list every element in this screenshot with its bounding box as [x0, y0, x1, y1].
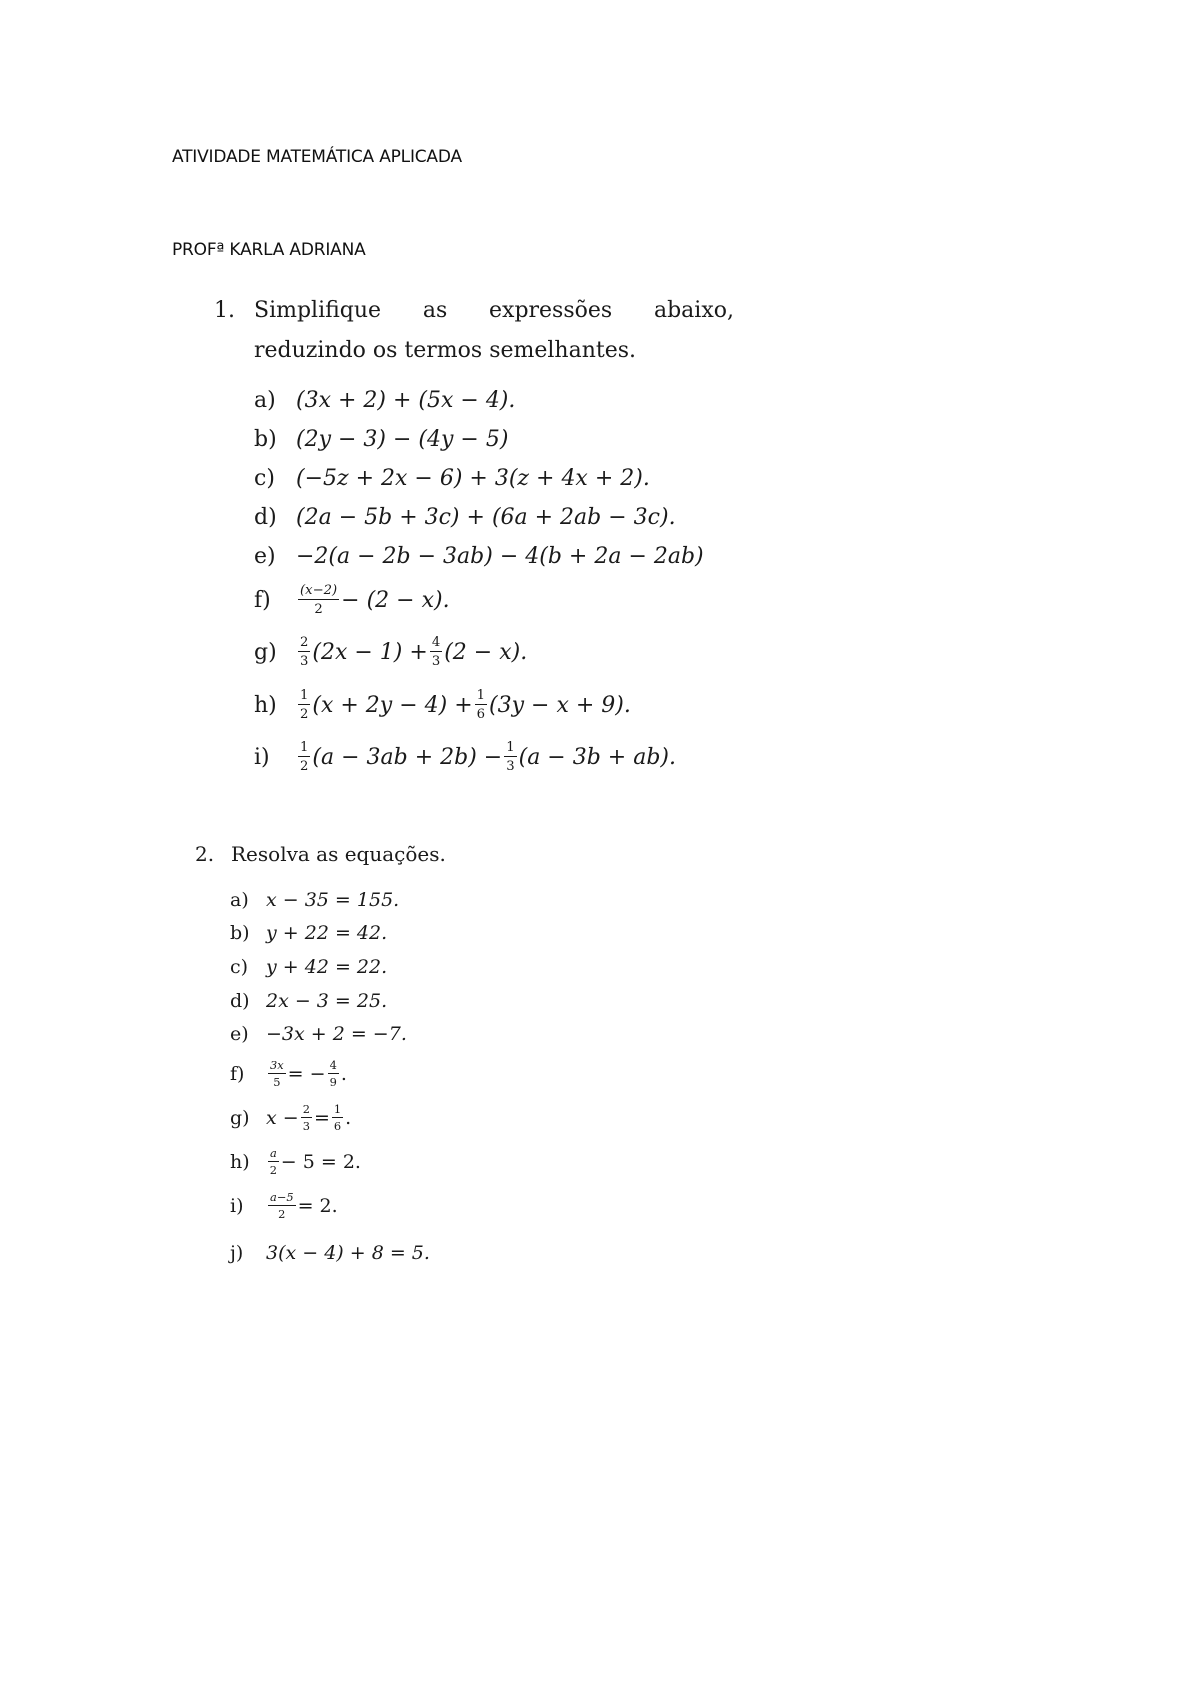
- fraction: [298, 636, 310, 668]
- fraction-denominator: 2: [300, 707, 309, 723]
- item-label: d): [230, 990, 250, 1012]
- fraction: [268, 1192, 296, 1221]
- fraction: [298, 689, 310, 721]
- q2-item-g: [230, 1104, 351, 1133]
- fraction-numerator: (x−2): [298, 584, 339, 600]
- teacher-name: PROFª KARLA ADRIANA: [172, 240, 366, 260]
- item-label: c): [230, 956, 249, 978]
- q2-item-i: [230, 1192, 338, 1221]
- item-label: a): [254, 388, 276, 413]
- q1-item-e: [254, 544, 704, 569]
- fraction-denominator: 5: [273, 1075, 281, 1090]
- item-expression: −3x + 2 = −7.: [266, 1023, 407, 1045]
- item-expression: (a − 3b + ab).: [518, 744, 677, 770]
- item-expression: y + 22 = 42.: [266, 922, 388, 944]
- fraction-denominator: 6: [476, 707, 486, 723]
- item-label: j): [230, 1242, 244, 1264]
- item-label: h): [254, 692, 277, 718]
- document-title: ATIVIDADE MATEMÁTICA APLICADA: [172, 147, 462, 167]
- fraction-numerator: 1: [332, 1104, 343, 1118]
- item-expression: (a − 3ab + 2b) −: [312, 744, 503, 770]
- statement-word: abaixo,: [653, 298, 734, 323]
- question-2-statement: Resolva as equações.: [231, 842, 446, 866]
- q2-item-f: [230, 1060, 347, 1089]
- fraction-denominator: 3: [302, 1119, 310, 1134]
- statement-word: Simplifique: [254, 298, 382, 323]
- q1-item-d: [254, 505, 676, 530]
- item-expression: x −: [266, 1107, 299, 1130]
- q1-item-f: [254, 584, 450, 616]
- q2-item-a: [230, 889, 399, 911]
- q2-item-h: [230, 1148, 361, 1177]
- question-1-statement-line1: [254, 298, 734, 323]
- item-label: e): [254, 544, 276, 569]
- fraction-numerator: a−5: [268, 1192, 296, 1206]
- q2-item-c: [230, 956, 387, 978]
- item-expression: 2x − 3 = 25.: [266, 990, 388, 1012]
- item-label: b): [230, 922, 250, 944]
- fraction-denominator: 6: [333, 1119, 342, 1134]
- fraction-denominator: 9: [329, 1075, 337, 1090]
- fraction-numerator: 1: [475, 689, 487, 705]
- item-expression: (x + 2y − 4) +: [312, 692, 473, 718]
- fraction-numerator: 2: [298, 636, 310, 652]
- item-expression: (3x + 2) + (5x − 4).: [296, 388, 516, 413]
- fraction-denominator: 2: [314, 602, 323, 618]
- item-label: g): [230, 1107, 250, 1130]
- fraction-numerator: 1: [298, 689, 310, 705]
- item-expression: (2y − 3) − (4y − 5): [296, 427, 509, 452]
- item-label: e): [230, 1023, 249, 1045]
- fraction-numerator: 1: [298, 741, 310, 757]
- fraction-denominator: 2: [269, 1163, 278, 1178]
- question-1-number: 1.: [214, 298, 235, 323]
- item-expression: (2x − 1) +: [312, 639, 428, 665]
- q2-item-j: [230, 1242, 430, 1264]
- fraction-denominator: 2: [278, 1207, 286, 1222]
- item-expression: −2(a − 2b − 3ab) − 4(b + 2a − 2ab): [296, 544, 704, 569]
- item-label: a): [230, 889, 249, 911]
- item-label: i): [230, 1195, 244, 1218]
- q2-item-b: [230, 922, 387, 944]
- item-expression: .: [345, 1107, 352, 1130]
- item-label: i): [254, 744, 270, 770]
- item-expression: − 5 = 2.: [280, 1151, 361, 1174]
- q1-item-a: [254, 388, 515, 413]
- item-expression: x − 35 = 155.: [266, 889, 400, 911]
- q1-item-g: [254, 636, 527, 668]
- fraction-denominator: 2: [300, 759, 309, 775]
- item-expression: (2 − x).: [444, 639, 528, 665]
- q2-item-e: [230, 1023, 407, 1045]
- fraction: [301, 1104, 312, 1133]
- fraction: [328, 1060, 339, 1089]
- item-label: b): [254, 427, 277, 452]
- item-label: g): [254, 639, 277, 665]
- fraction-numerator: 3x: [268, 1060, 286, 1074]
- fraction: [475, 689, 487, 721]
- fraction-numerator: 4: [430, 636, 442, 652]
- statement-word: as: [422, 298, 448, 323]
- fraction-numerator: 1: [504, 741, 516, 757]
- fraction: [298, 741, 310, 773]
- fraction: [332, 1104, 343, 1133]
- fraction: [504, 741, 516, 773]
- item-label: f): [254, 587, 271, 613]
- item-label: f): [230, 1063, 245, 1086]
- question-2-heading: [195, 842, 446, 866]
- fraction: [268, 1148, 279, 1177]
- item-expression: = −: [287, 1063, 326, 1086]
- item-expression: y + 42 = 22.: [266, 956, 388, 978]
- fraction-denominator: 3: [300, 654, 309, 670]
- item-expression: (−5z + 2x − 6) + 3(z + 4x + 2).: [296, 466, 650, 491]
- item-expression: − (2 − x).: [341, 587, 450, 613]
- fraction: [268, 1060, 286, 1089]
- fraction-numerator: 4: [328, 1060, 339, 1074]
- question-1-statement-line2: reduzindo os termos semelhantes.: [254, 338, 637, 363]
- fraction-numerator: a: [268, 1148, 279, 1162]
- item-expression: = 2.: [297, 1195, 338, 1218]
- fraction-denominator: 3: [506, 759, 515, 775]
- q2-item-d: [230, 990, 387, 1012]
- q1-item-i: [254, 741, 676, 773]
- fraction-denominator: 3: [431, 654, 441, 670]
- item-label: d): [254, 505, 277, 530]
- item-expression: (3y − x + 9).: [489, 692, 631, 718]
- fraction: [430, 636, 442, 668]
- item-expression: .: [340, 1063, 347, 1086]
- item-expression: (2a − 5b + 3c) + (6a + 2ab − 3c).: [296, 505, 676, 530]
- q1-item-b: [254, 427, 508, 452]
- statement-word: expressões: [489, 298, 613, 323]
- item-expression: =: [313, 1107, 330, 1130]
- q1-item-c: [254, 466, 650, 491]
- item-label: h): [230, 1151, 250, 1174]
- question-2-number: 2.: [195, 842, 215, 866]
- item-expression: 3(x − 4) + 8 = 5.: [266, 1242, 430, 1264]
- item-label: c): [254, 466, 275, 491]
- fraction: [298, 584, 339, 616]
- q1-item-h: [254, 689, 631, 721]
- fraction-numerator: 2: [301, 1104, 312, 1118]
